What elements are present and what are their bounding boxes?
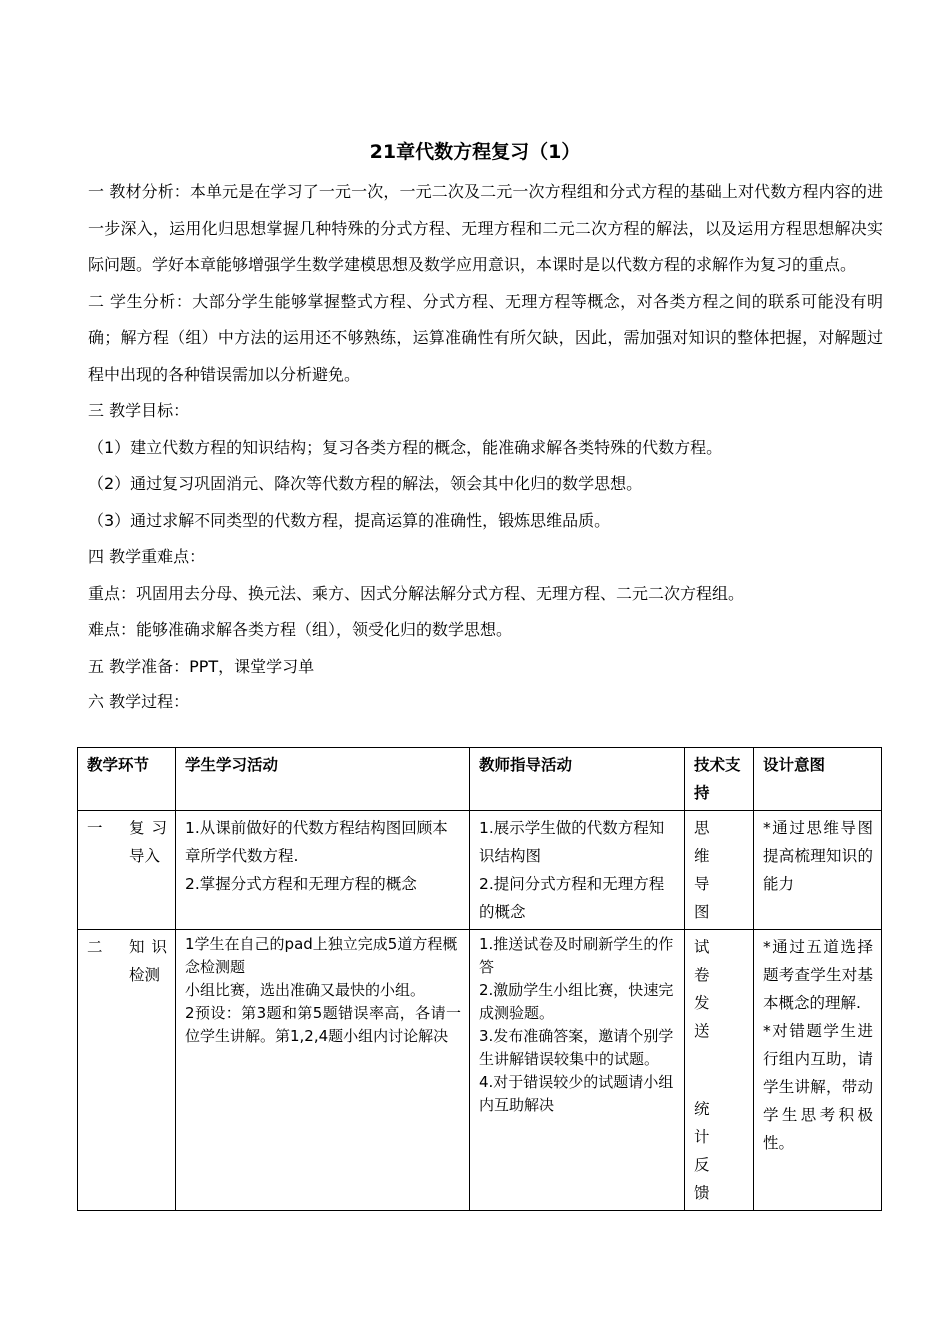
tech-support-item: 试卷发送: [694, 938, 723, 1040]
section-keypoints-heading: 四 教学重难点：: [88, 547, 206, 566]
teacher-activity-item: 2.激励学生小组比赛，快速完成测验题。: [479, 981, 674, 1022]
tech-support-item: 统计反馈: [694, 1100, 723, 1202]
student-activity-item: 1学生在自己的pad上独立完成5道方程概念检测题: [185, 935, 458, 976]
design-intent-item: *通过五道选择题考查学生对基本概念的理解.: [763, 938, 873, 1012]
document-body: [88, 174, 883, 719]
design-intent-item: *通过思维导图提高梳理知识的能力: [763, 819, 873, 893]
goal-item-2: （2）通过复习巩固消元、降次等代数方程的解法，领会其中化归的数学思想。: [88, 474, 643, 493]
header-teacher-activity: 教师指导活动: [470, 748, 685, 811]
table-row: [78, 930, 882, 1211]
keypoint-difficulty: 难点：能够准确求解各类方程（组），领受化归的数学思想。: [88, 620, 513, 639]
stage-name: 知识检测: [129, 938, 167, 984]
goal-item-3: （3）通过求解不同类型的代数方程，提高运算的准确性，锻炼思维品质。: [88, 510, 611, 530]
design-intent-cell: [754, 811, 882, 930]
tech-support-cell: [685, 811, 754, 930]
stage-cell: [78, 930, 176, 1211]
section-process-heading: 六 教学过程：: [88, 692, 190, 711]
teacher-activity-item: 2.提问分式方程和无理方程的概念: [479, 875, 665, 921]
tech-support-cell: [685, 930, 754, 1211]
teaching-process-table: [77, 747, 882, 1211]
goal-item-1: （1）建立代数方程的知识结构；复习各类方程的概念，能准确求解各类特殊的代数方程。: [88, 437, 723, 457]
student-activity-cell: [176, 930, 470, 1211]
student-activity-cell: [176, 811, 470, 930]
student-activity-item: 小组比赛，选出准确又最快的小组。: [185, 981, 426, 999]
header-student-activity: 学生学习活动: [176, 748, 470, 811]
section-material-analysis: 一 教材分析：本单元是在学习了一元一次，一元二次及二元一次方程组和分式方程的基础上对代数方程内容的进一步深入，运用化归思想掌握几种特殊的分式方程、无理方程和二元二次方程的解法，以及运用方程思想解决实际问题。学好本章能够增强学生数学建模思想及数学应用意识，本课时是以代数方程的求解作为复习的重点。: [88, 182, 883, 274]
header-tech-support: 技术支持: [685, 748, 754, 811]
header-design-intent: 设计意图: [754, 748, 882, 811]
student-activity-item: 1.从课前做好的代数方程结构图回顾本章所学代数方程.: [185, 819, 448, 865]
teacher-activity-item: 1.推送试卷及时刷新学生的作答: [479, 935, 674, 976]
teacher-activity-item: 4.对于错误较少的试题请小组内互助解决: [479, 1073, 674, 1114]
document-title: 21章代数方程复习（1）: [369, 141, 581, 163]
teacher-activity-item: 3.发布准确答案，邀请个别学生讲解错误较集中的试题。: [479, 1027, 674, 1068]
table-header-row: [78, 748, 882, 811]
design-intent-cell: [754, 930, 882, 1211]
header-stage: 教学环节: [78, 748, 176, 811]
design-intent-item: *对错题学生进行组内互助，请学生讲解，带动学生思考积极性。: [763, 1022, 873, 1152]
tech-support-item: 思维导图: [694, 819, 723, 921]
teacher-activity-cell: [470, 930, 685, 1211]
student-activity-item: 2预设：第3题和第5题错误率高，各请一位学生讲解。第1,2,4题小组内讨论解决: [185, 1004, 461, 1045]
stage-cell: [78, 811, 176, 930]
section-preparation: 五 教学准备：PPT，课堂学习单: [88, 656, 315, 676]
stage-number: 二: [87, 938, 103, 956]
stage-number: 一: [87, 819, 103, 837]
keypoint-focus: 重点：巩固用去分母、换元法、乘方、因式分解法解分式方程、无理方程、二元二次方程组。: [88, 583, 745, 603]
section-goals-heading: 三 教学目标：: [88, 401, 190, 420]
teacher-activity-cell: [470, 811, 685, 930]
stage-name: 复习导入: [129, 819, 167, 865]
teacher-activity-item: 1.展示学生做的代数方程知识结构图: [479, 819, 665, 865]
student-activity-item: 2.掌握分式方程和无理方程的概念: [185, 875, 417, 893]
section-student-analysis: 二 学生分析：大部分学生能够掌握整式方程、分式方程、无理方程等概念，对各类方程之间的联系可能没有明确；解方程（组）中方法的运用还不够熟练，运算准确性有所欠缺，因此，需加强对知识的整体把握，对解题过程中出现的各种错误需加以分析避免。: [88, 291, 883, 384]
table-row: [78, 811, 882, 930]
